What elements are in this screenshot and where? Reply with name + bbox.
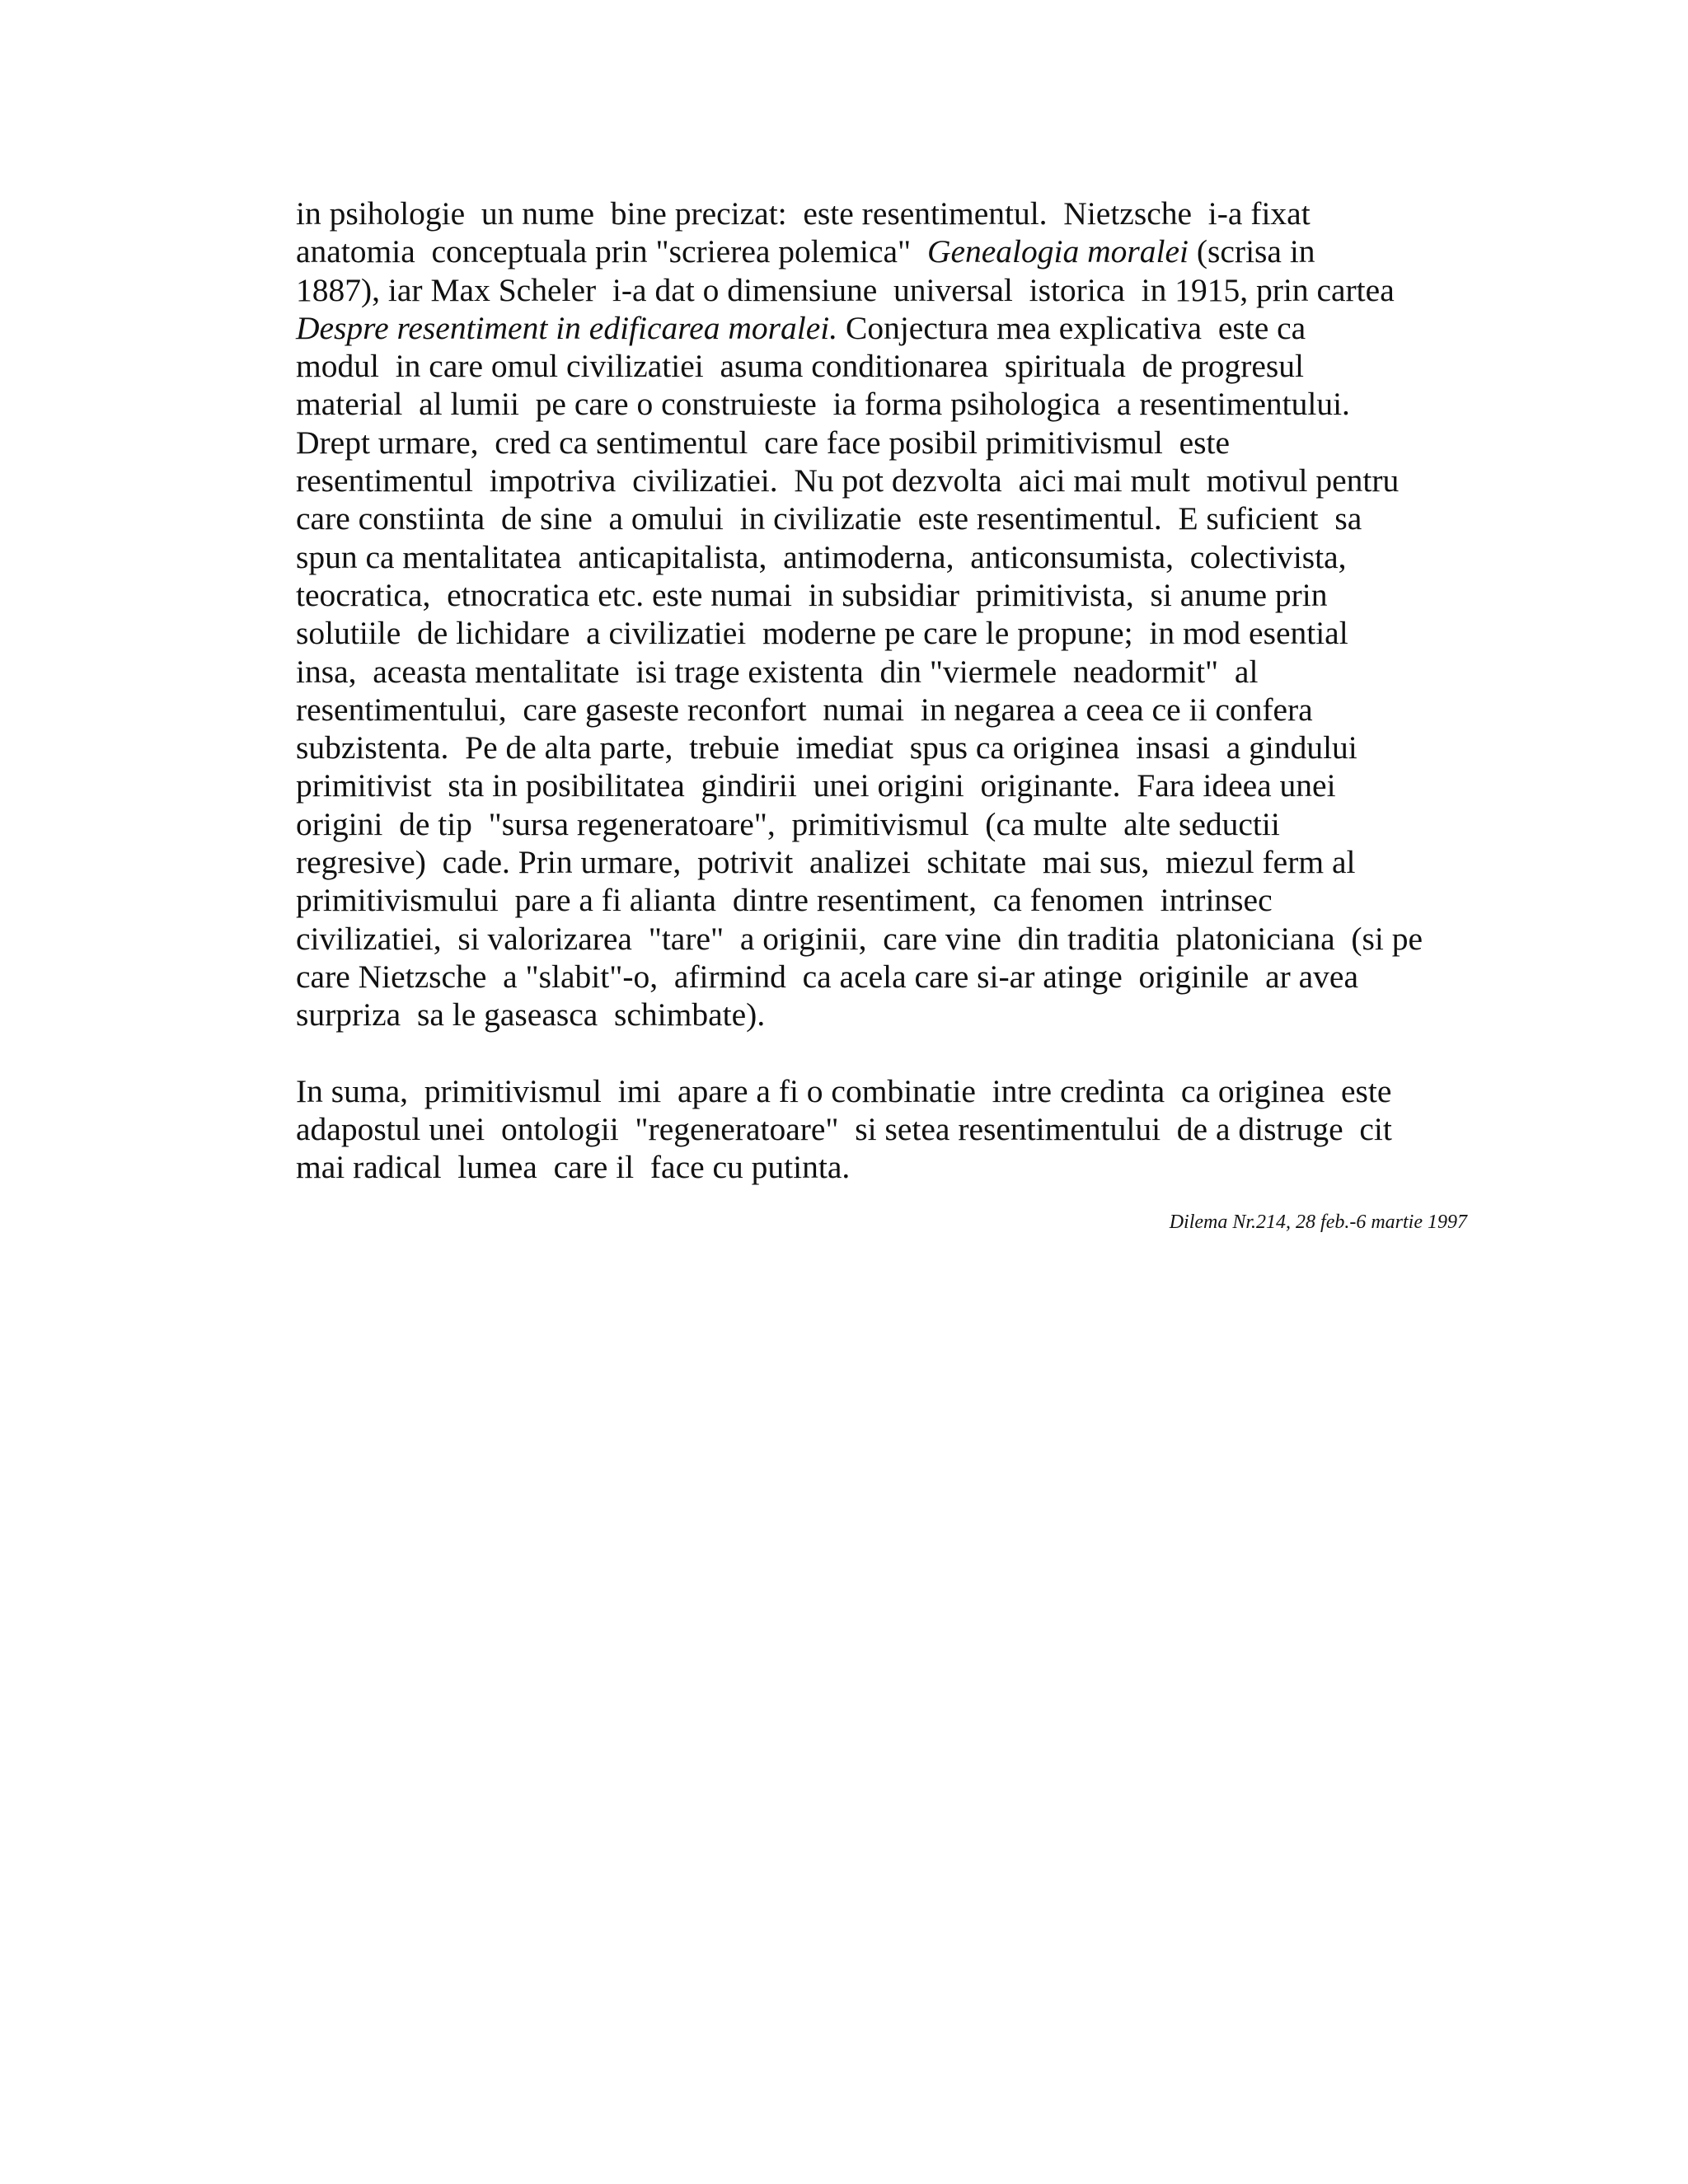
line-text: (scrisa in <box>1188 233 1315 270</box>
paragraph-1-line-8: resentimentul impotriva civilizatiei. Nu pot dezvolta aici mai mult motivul pentru <box>296 462 1400 499</box>
source-citation: Dilema Nr.214, 28 feb.-6 martie 1997 <box>1169 1212 1467 1233</box>
paragraph-1-line-15: subzistenta. Pe de alta parte, trebuie imediat spus ca originea insasi a gindului <box>296 729 1357 766</box>
paragraph-1-line-13: insa, aceasta mentalitate isi trage existenta din "viermele neadormit" al <box>296 653 1259 690</box>
paragraph-1-line-5: modul in care omul civilizatiei asuma conditionarea spirituala de progresul <box>296 348 1305 385</box>
line-text: Conjectura mea explicativa este ca <box>837 309 1306 346</box>
paragraph-1-line-7: Drept urmare, cred ca sentimentul care face posibil primitivismul este <box>296 424 1231 461</box>
paragraph-1-line-2 <box>296 232 1384 270</box>
paragraph-1-line-1: in psihologie un nume bine precizat: este resentimentul. Nietzsche i-a fixat <box>296 195 1311 232</box>
paragraph-1-line-18: regresive) cade. Prin urmare, potrivit analizei schitate mai sus, miezul ferm al <box>296 844 1356 881</box>
paragraph-1-line-16: primitivist sta in posibilitatea gindirii unei origini originante. Fara ideea unei <box>296 767 1336 804</box>
paragraph-1-line-20: civilizatiei, si valorizarea "tare" a originii, care vine din traditia platoniciana (si pe <box>296 920 1423 957</box>
article-body <box>296 194 1423 1187</box>
paragraph-gap <box>296 1034 1384 1072</box>
paragraph-1-line-17: origini de tip "sursa regeneratoare", primitivismul (ca multe alte seductii <box>296 805 1280 842</box>
paragraph-2-line-2: adapostul unei ontologii "regeneratoare" si setea resentimentului de a distruge cit <box>296 1111 1392 1148</box>
paragraph-2-line-1: In suma, primitivismul imi apare a fi o combinatie intre credinta ca originea este <box>296 1072 1392 1109</box>
paragraph-1-line-9: care constiinta de sine a omului in civilizatie este resentimentul. E suficient sa <box>296 500 1362 537</box>
paragraph-1-line-14: resentimentului, care gaseste reconfort numai in negarea a ceea ce ii confera <box>296 691 1313 728</box>
paragraph-1-line-12: solutiile de lichidare a civilizatiei moderne pe care le propune; in mod esential <box>296 615 1348 652</box>
book-title-genealogia: Genealogia moralei <box>926 233 1189 270</box>
paragraph-2-line-3: mai radical lumea care il face cu putinta. <box>296 1149 851 1186</box>
paragraph-1-line-19: primitivismului pare a fi alianta dintre resentiment, ca fenomen intrinsec <box>296 882 1273 919</box>
paragraph-1-line-6: material al lumii pe care o construieste ia forma psihologica a resentimentului. <box>296 386 1350 423</box>
paragraph-1-line-22: surpriza sa le gaseasca schimbate). <box>296 996 766 1033</box>
paragraph-1-line-4 <box>296 309 1384 347</box>
line-text: anatomia conceptuala prin "scrierea polemica" <box>296 233 927 270</box>
paragraph-1-line-10: spun ca mentalitatea anticapitalista, antimoderna, anticonsumista, colectivista, <box>296 538 1347 575</box>
book-title-despre-resentiment: Despre resentiment in edificarea moralei. <box>296 309 838 346</box>
paragraph-1-line-3: 1887), iar Max Scheler i-a dat o dimensiune universal istorica in 1915, prin cartea <box>296 271 1395 308</box>
paragraph-1-line-21: care Nietzsche a "slabit"-o, afirmind ca acela care si-ar atinge originile ar avea <box>296 958 1358 995</box>
paragraph-1-line-11: teocratica, etnocratica etc. este numai in subsidiar primitivista, si anume prin <box>296 576 1328 613</box>
